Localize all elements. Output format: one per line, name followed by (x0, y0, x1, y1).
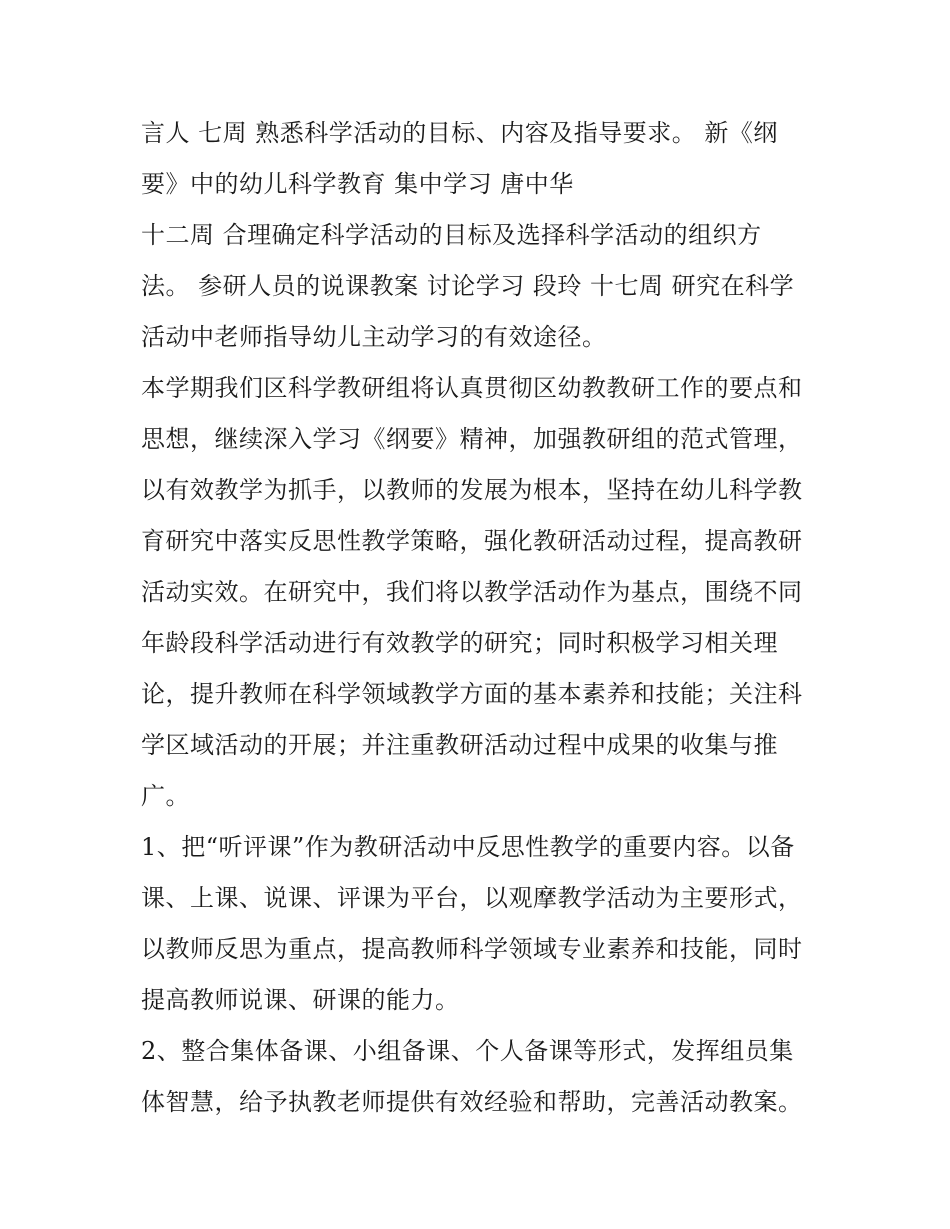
text-line-7: 思想，继续深入学习《纲要》精神，加强教研组的范式管理， (141, 425, 803, 453)
text-line-20: 体智慧，给予执教老师提供有效经验和帮助，完善活动教案。 (141, 1088, 803, 1116)
text-line-6: 本学期我们区科学教研组将认真贯彻区幼教教研工作的要点和 (141, 374, 803, 402)
text-line-4: 法。 参研人员的说课教案 讨论学习 段玲 十七周 研究在科学 (141, 272, 795, 300)
text-line-18: 提高教师说课、研课的能力。 (141, 986, 460, 1014)
text-line-8: 以有效教学为抓手，以教师的发展为根本，坚持在幼儿科学教 (141, 476, 803, 504)
text-line-15: 1、把“听评课”作为教研活动中反思性教学的重要内容。以备 (141, 833, 795, 861)
text-line-12: 论，提升教师在科学领域教学方面的基本素养和技能；关注科 (141, 680, 803, 708)
text-line-19: 2、整合集体备课、小组备课、个人备课等形式，发挥组员集 (141, 1037, 794, 1065)
text-line-9: 育研究中落实反思性教学策略，强化教研活动过程，提高教研 (141, 527, 803, 555)
text-line-13: 学区域活动的开展；并注重教研活动过程中成果的收集与推 (141, 731, 778, 759)
text-line-2: 要》中的幼儿科学教育 集中学习 唐中华 (141, 170, 574, 198)
document-body (141, 108, 821, 1128)
text-line-14: 广。 (141, 782, 190, 810)
text-line-16: 课、上课、说课、评课为平台，以观摩教学活动为主要形式， (141, 884, 803, 912)
text-line-1: 言人 七周 熟悉科学活动的目标、内容及指导要求。 新《纲 (141, 119, 778, 147)
text-line-5: 活动中老师指导幼儿主动学习的有效途径。 (141, 323, 607, 351)
text-line-17: 以教师反思为重点，提高教师科学领域专业素养和技能，同时 (141, 935, 803, 963)
text-line-11: 年龄段科学活动进行有效教学的研究；同时积极学习相关理 (141, 629, 778, 657)
text-line-3: 十二周 合理确定科学活动的目标及选择科学活动的组织方 (141, 221, 762, 249)
text-line-10: 活动实效。在研究中，我们将以教学活动作为基点，围绕不同 (141, 578, 803, 606)
